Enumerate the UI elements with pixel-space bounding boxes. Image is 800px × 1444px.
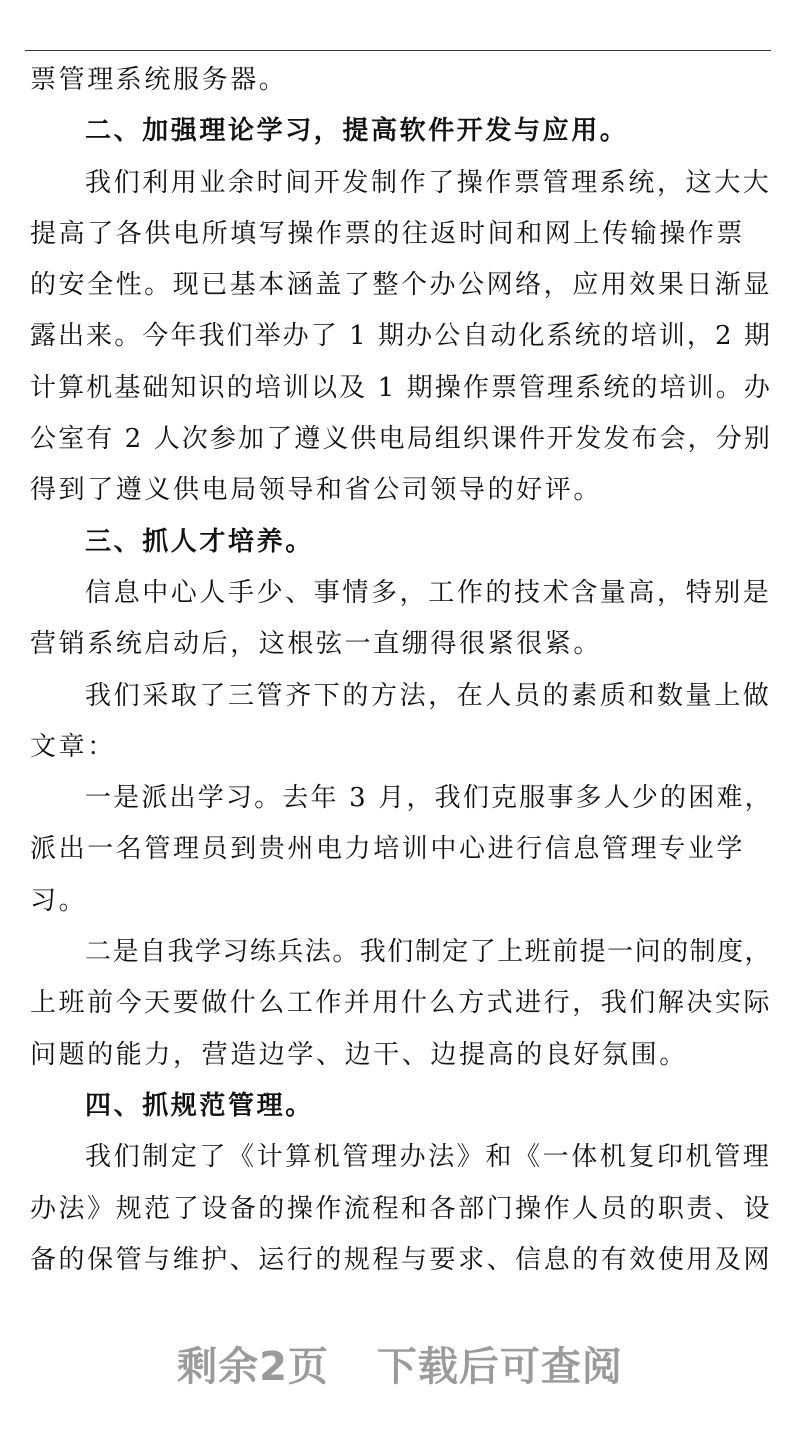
paragraph-line: 二是自我学习练兵法。我们制定了上班前提一问的制度，: [85, 937, 772, 968]
paragraph-line: 我们采取了三管齐下的方法，在人员的素质和数量上做: [85, 680, 772, 711]
download-prompt[interactable]: [0, 1335, 800, 1392]
paragraph-line: 备的保管与维护、运行的规程与要求、信息的有效使用及网: [30, 1244, 772, 1275]
paragraph-line: 我们利用业余时间开发制作了操作票管理系统，这大大: [85, 167, 772, 198]
section-heading: 四、抓规范管理。: [85, 1090, 314, 1121]
paragraph-line: 文章：: [30, 731, 116, 762]
top-divider: [25, 50, 771, 51]
paragraph-line: 营销系统启动后，这根弦一直绷得很紧很紧。: [30, 629, 603, 660]
remaining-pages-label: 剩余2页: [177, 1344, 329, 1390]
section-heading: 三、抓人才培养。: [85, 526, 314, 557]
paragraph-line: 的安全性。现已基本涵盖了整个办公网络，应用效果日渐显: [30, 270, 772, 301]
download-hint-label: 下载后可查阅: [376, 1344, 623, 1390]
paragraph-line: 信息中心人手少、事情多，工作的技术含量高，特别是: [85, 577, 772, 608]
paragraph-line: 票管理系统服务器。: [30, 65, 288, 95]
document-body: [30, 55, 772, 1286]
paragraph-line: 派出一名管理员到贵州电力培训中心进行信息管理专业学: [30, 834, 746, 865]
section-heading: 二、加强理论学习，提高软件开发与应用。: [85, 116, 629, 147]
paragraph-line: 习。: [30, 885, 88, 916]
paragraph-line: 提高了各供电所填写操作票的往返时间和网上传输操作票: [30, 218, 746, 249]
paragraph-line: 我们制定了《计算机管理办法》和《一体机复印机管理: [85, 1142, 772, 1173]
paragraph-line: 得到了遵义供电局领导和省公司领导的好评。: [30, 475, 603, 506]
paragraph-line: 上班前今天要做什么工作并用什么方式进行，我们解决实际: [30, 988, 772, 1019]
paragraph-line: 问题的能力，营造边学、边干、边提高的良好氛围。: [30, 1039, 688, 1070]
paragraph-line: 公室有 2 人次参加了遵义供电局组织课件开发发布会，分别: [30, 424, 772, 455]
paragraph-line: 露出来。今年我们举办了 1 期办公自动化系统的培训，2 期: [30, 321, 772, 352]
paragraph-line: 一是派出学习。去年 3 月，我们克服事多人少的困难，: [85, 783, 773, 814]
paragraph-line: 办法》规范了设备的操作流程和各部门操作人员的职责、设: [30, 1193, 772, 1224]
paragraph-line: 计算机基础知识的培训以及 1 期操作票管理系统的培训。办: [30, 372, 772, 403]
